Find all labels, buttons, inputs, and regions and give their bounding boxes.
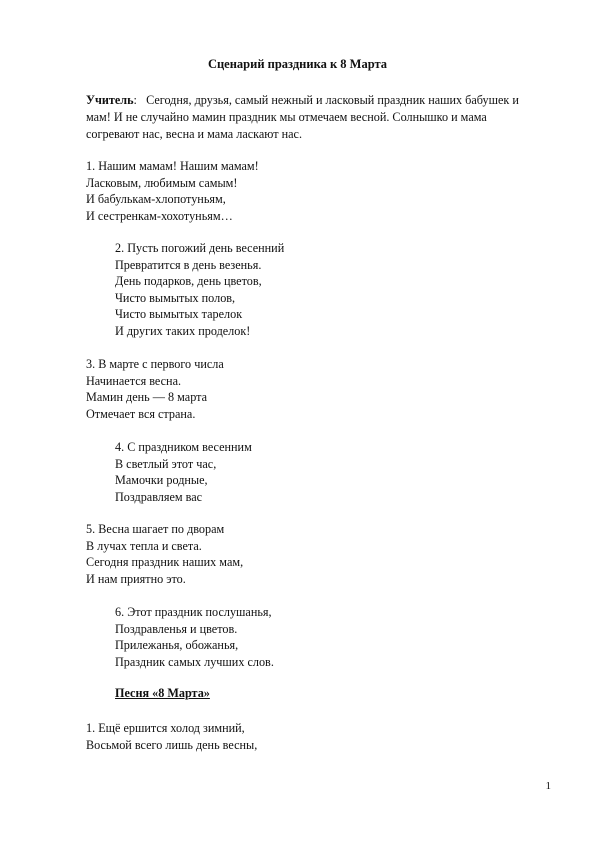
stanza-line: 6. Этот праздник послушанья,: [115, 605, 272, 619]
stanza-line: Сегодня праздник наших мам,: [86, 555, 244, 570]
stanza-line: 2. Пусть погожий день весенний: [115, 241, 285, 255]
song-title: Песня «8 Марта»: [115, 686, 210, 700]
stanza-4: [115, 439, 252, 505]
speaker-label: Учитель: [86, 93, 134, 107]
stanza-line: Поздравленья и цветов.: [115, 621, 238, 636]
stanza-line: Чисто вымытых тарелок: [115, 307, 243, 322]
stanza-line: В лучах тепла и света.: [86, 538, 202, 553]
stanza-6: [115, 604, 274, 670]
stanza-line: Мамочки родные,: [115, 473, 208, 488]
page-number: 1: [545, 780, 551, 792]
stanza-line: Мамин день — 8 марта: [86, 390, 208, 405]
stanza-3: [86, 356, 224, 422]
stanza-line: Начинается весна.: [86, 373, 182, 388]
stanza-line: Ласковым, любимым самым!: [86, 175, 238, 190]
stanza-line: 1. Нашим мамам! Нашим мамам!: [86, 159, 259, 173]
stanza-line: Превратится в день везенья.: [115, 257, 262, 272]
stanza-line: 4. С праздником весенним: [115, 440, 252, 454]
stanza-line: 1. Ещё ершится холод зимний,: [86, 721, 245, 735]
stanza-line: День подарков, день цветов,: [115, 274, 262, 289]
stanza-line: 3. В марте с первого числа: [86, 357, 224, 371]
stanza-line: И нам приятно это.: [86, 571, 186, 586]
stanza-1: [86, 158, 259, 224]
speaker-colon: :: [133, 93, 137, 107]
song-stanza-1: [86, 720, 257, 753]
stanza-line: Отмечает вся страна.: [86, 406, 196, 421]
stanza-5: [86, 521, 243, 587]
stanza-line: В светлый этот час,: [115, 456, 217, 471]
intro-paragraph: [86, 92, 526, 142]
stanza-2: [115, 240, 284, 340]
stanza-line: 5. Весна шагает по дворам: [86, 522, 225, 536]
stanza-line: Поздравляем вас: [115, 489, 203, 504]
intro-text: Сегодня, друзья, самый нежный и ласковый праздник наших бабушек и мам! И не случайно мамин праздник мы отмечаем весной. Солнышко и мама согревают нас, весна и мама ласкают нас.: [86, 93, 519, 141]
stanza-line: И бабулькам-хлопотуньям,: [86, 192, 226, 207]
stanza-line: Прилежанья, обожанья,: [115, 638, 239, 653]
stanza-line: Праздник самых лучших слов.: [115, 654, 274, 669]
stanza-line: И других таких проделок!: [115, 323, 251, 338]
stanza-line: И сестренкам-хохотуньям…: [86, 208, 233, 223]
stanza-line: Восьмой всего лишь день весны,: [86, 737, 258, 752]
stanza-line: Чисто вымытых полов,: [115, 290, 236, 305]
document-title: Сценарий праздника к 8 Марта: [207, 57, 388, 71]
